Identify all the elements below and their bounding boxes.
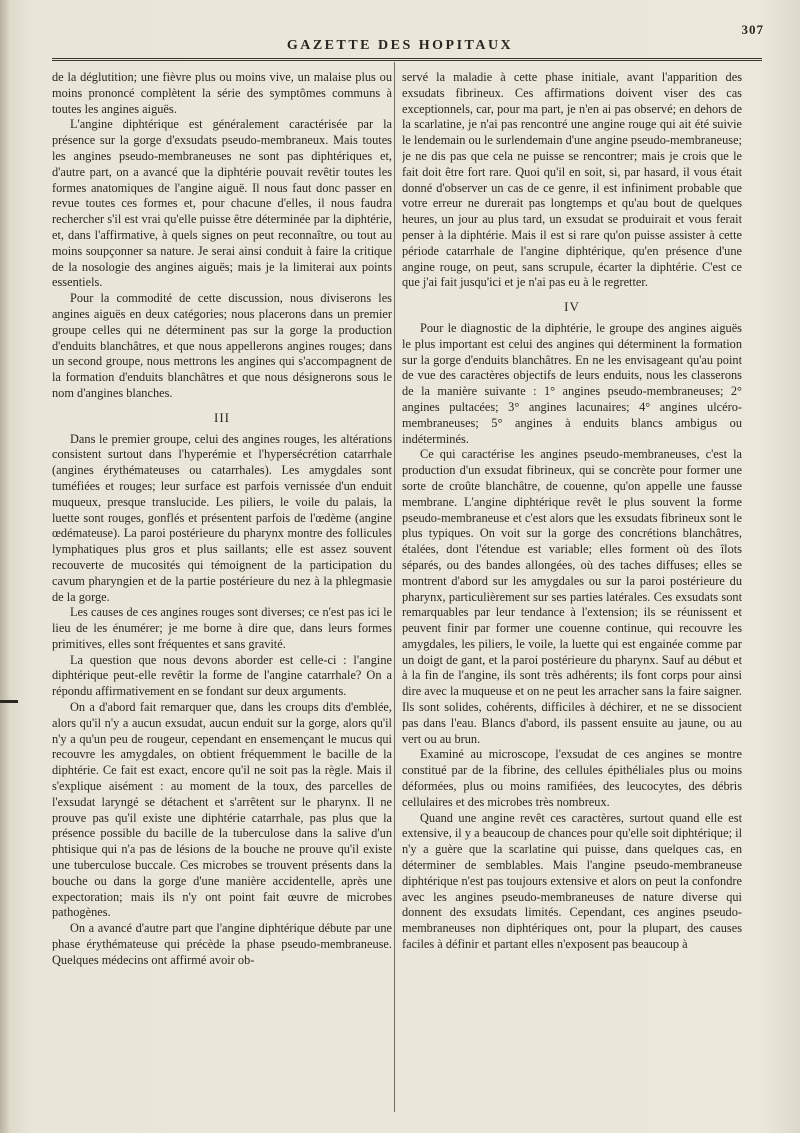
- paragraph: de la déglutition; une fièvre plus ou moins vive, un malaise plus ou moins prononcé complètent la série des symptômes communs à toutes les angines aiguës.: [52, 70, 392, 116]
- paragraph: La question que nous devons aborder est celle-ci : l'angine diphtérique peut-elle revêtir la forme de l'angine catarrhale? On a répondu affirmativement en se fondant sur deux arguments.: [52, 652, 392, 699]
- column-divider: [394, 62, 395, 1112]
- right-column: [402, 70, 742, 1115]
- edge-mark: [0, 700, 18, 703]
- paragraph: Pour le diagnostic de la diphtérie, le groupe des angines aiguës le plus important est celui des angines qui déterminent la formation sur la gorge d'enduits blanchâtres. En ne les envisageant qu'au point de vue des caractères objectifs de leurs enduits, nous les classerons de la manière suivante : 1° angines pseudo-membraneuses; 2° angines pultacées; 3° angines lacunaires; 4° angines ulcéro-membraneuses; 5° angines à enduits blancs ambigus ou indéterminés.: [402, 320, 742, 446]
- paragraph: On a avancé d'autre part que l'angine diphtérique débute par une phase érythémateuse qui précède la phase pseudo-membraneuse. Quelques médecins ont affirmé avoir ob-: [52, 921, 392, 967]
- paragraph: Examiné au microscope, l'exsudat de ces angines se montre constitué par de la fibrine, des cellules épithéliales plus ou moins déformées, plus ou moins ramifiées, des leucocytes, des débris cellulaires et des microbes très nombreux.: [402, 747, 742, 809]
- header-rule: [52, 58, 762, 61]
- paragraph: Pour la commodité de cette discussion, nous diviserons les angines aiguës en deux catégories; nous placerons dans un premier groupe celles qui ne déterminent pas sur la gorge la production d'enduits blanchâtres, et que nous appellerons angines rouges; dans un second groupe, nous mettrons les angines qui s'accompagnent de la formation d'enduits blanchâtres et que nous désignerons sous le nom d'angines blanches.: [52, 291, 392, 400]
- page-number: 307: [741, 22, 764, 37]
- section-number: IV: [564, 299, 580, 315]
- paragraph: Ce qui caractérise les angines pseudo-membraneuses, c'est la production d'un exsudat fibrineux, qui se concrète pour former une sorte de croûte blanchâtre, de couenne, qu'on appelle une fausse membrane. L'angine diphtérique revêt le plus souvent la forme pseudo-membraneuse et c'est alors que les exsudats fibrineux sont le plus typiques. On voit sur la gorge des concrétions blanchâtres, étalées, dont l'étendue est variable; elles forment où des îlots séparés, ou des bandes allongées, où des taches diffuses; elles se montrent d'abord sur les amygdales ou sur la paroi postérieure du pharynx, particulièrement sur ses parties latérales. Ces exsudats sont remarquables par leur tendance à l'extension; ils se réunissent et peuvent finir par former une couenne continue, qui recouvre les amygdales, les piliers, le voile, la luette qui est engainée comme par un doigt de gant, et la paroi postérieure du pharynx. Sauf au début et à la fin de l'angine, ils sont très adhérents; ils font corps pour ainsi dire avec la muqueuse et on ne peut les arracher sans la faire saigner. Ils sont solides, cohérents, difficiles à déchirer, et ne se dissocient pas dans l'eau. Blancs d'abord, ils passent ensuite au jaune, ou au vert ou au brun.: [402, 447, 742, 746]
- paragraph: Dans le premier groupe, celui des angines rouges, les altérations consistent surtout dans l'hyperémie et l'hypersécrétion catarrhale (angines érythémateuses ou catarrhales). Les amygdales sont tuméfiées et rouges; leur surface est parfois vernissée d'un enduit muqueux, presque translucide. Les piliers, le voile du palais, la luette sont rouges, gonflés et présentent parfois de l'œdème (angine œdémateuse). La paroi postérieure du pharynx montre des follicules lymphatiques plus gros et plus saillants; elle est assez souvent recouverte de mucosités qui témoignent de la participation du cavum pharyngien et de la partie postérieure du nez à la phlegmasie de la gorge.: [52, 431, 392, 604]
- paragraph: On a d'abord fait remarquer que, dans les croups dits d'emblée, alors qu'il n'y a aucun exsudat, aucun enduit sur la gorge, alors qu'il n'y a qu'un peu de rougeur, cependant en ensemençant le mucus qui recouvre les amygdales, on obtient fréquemment le bacille de la diphtérie. Ce fait est exact, encore qu'il ne soit pas la règle. Mais il s'explique aisément : au moment de la toux, des parcelles de l'exsudat laryngé se détachent et s'arrêtent sur le pharynx. Il ne prouve pas qu'il existe une diphtérie catarrhale, pas plus que la présence possible du bacille de la tuberculose dans la salive d'un phtisique qui n'a pas de lésions de la bouche ne prouve qu'il existe une tuberculose buccale. Ces microbes se trouvent présents dans la bouche ou dans la gorge d'une manière accidentelle, après une expectoration; mais ils n'y ont point fait œuvre de microbes pathogènes.: [52, 700, 392, 920]
- paragraph: Quand une angine revêt ces caractères, surtout quand elle est extensive, il y a beaucoup de chances pour qu'elle soit diphtérique; il n'y a guère que la scarlatine qui puisse, dans quelques cas, en déterminer de semblables. Mais l'angine pseudo-membraneuse diphtérique n'est pas toujours extensive et alors on peut la confondre avec les angines pseudo-membraneuses de nature diverse qui donnent des exsudats limités. Cependant, ces angines pseudo-membraneuses non diphtériques ont, pour la plupart, des causes faciles à définir et partant elles n'exposent pas beaucoup à: [402, 810, 742, 952]
- binding-shadow: [0, 0, 10, 1133]
- paragraph: servé la maladie à cette phase initiale, avant l'apparition des exsudats fibrineux. Ces affirmations doivent viser des cas exceptionnels, car, pour ma part, je n'en ai pas observé; en dehors de la scarlatine, je n'ai pas rencontré une angine rouge qui ait été suivie le lendemain ou le surlendemain d'une angine pseudo-membraneuse; je ne dis pas que cela ne puisse se rencontrer; mais je crois que le fait doit être fort rare. Quoi qu'il en soit, si, par hasard, il vous était donné d'observer un cas de ce genre, il est infiniment probable que votre erreur ne durerait pas longtemps et qu'au bout de quelques heures, un jour au plus tard, un exsudat se produirait et vous ferait penser à la diphtérie. Mais il est si rare qu'on puisse assister à cette période catarrhale de l'angine diphtérique, qu'en présence d'une angine rouge, on peut, sans scrupule, écarter la diphtérie. C'est ce que j'ai fait jusqu'ici et je n'ai pas eu à le regretter.: [402, 70, 742, 290]
- paragraph: L'angine diphtérique est généralement caractérisée par la présence sur la gorge d'exsudats pseudo-membraneux. Mais toutes les angines pseudo-membraneuses ne sont pas diphtériques et, d'autre part, on a avancé que la diphtérie pouvait revêtir toutes les formes anatomiques de l'angine aiguë. Il nous faut donc passer en revue toutes ces formes et, pour chacune d'elles, il nous faudra rechercher s'il est vrai qu'elle puisse être déterminée par la diphtérie, et, dans l'affirmative, à quels signes on peut reconnaître, ou tout au moins soupçonner sa nature. Je serai ainsi conduit à faire la critique de la nosologie des angines aiguës; mais je la limiterai aux points essentiels.: [52, 117, 392, 290]
- journal-title: GAZETTE DES HOPITAUX: [286, 38, 514, 53]
- left-column: [52, 70, 392, 1115]
- paragraph: Les causes de ces angines rouges sont diverses; ce n'est pas ici le lieu de les énumérer; je me borne à dire que, dans leurs formes primitives, elles sont fréquentes et sans gravité.: [52, 605, 392, 651]
- section-number: III: [214, 409, 230, 425]
